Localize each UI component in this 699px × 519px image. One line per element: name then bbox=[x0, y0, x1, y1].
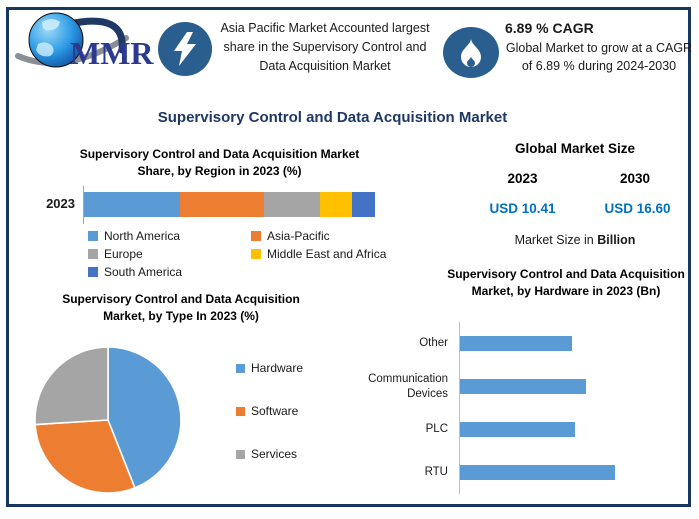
hardware-row-label: Other bbox=[419, 337, 448, 350]
legend-label: North America bbox=[104, 229, 181, 243]
legend-label: Middle East and Africa bbox=[267, 247, 387, 261]
hardware-row-other bbox=[340, 322, 692, 365]
globe-icon bbox=[14, 10, 154, 74]
hardware-row-plc bbox=[340, 408, 692, 451]
cagr-title: 6.89 % CAGR bbox=[505, 20, 594, 36]
mmr-logo bbox=[14, 10, 154, 74]
type-chart-title: Supervisory Control and Data Acquisition Market, by Type In 2023 (%) bbox=[62, 292, 300, 324]
legend-item-software bbox=[236, 404, 303, 418]
hardware-row-bar bbox=[460, 379, 586, 394]
bar-segment-europe bbox=[264, 192, 319, 217]
legend-swatch bbox=[251, 249, 261, 259]
logo-text: MMR bbox=[70, 35, 154, 71]
region-chart-title: Supervisory Control and Data Acquisition Market Share, by Region in 2023 (%) bbox=[79, 147, 360, 179]
legend-item-middle-east-and-africa bbox=[251, 247, 386, 261]
legend-swatch bbox=[88, 267, 98, 277]
legend-swatch bbox=[236, 450, 245, 459]
market-size-note-prefix: Market Size in bbox=[514, 233, 598, 247]
market-size-note-unit: Billion bbox=[597, 233, 636, 247]
legend-item-services bbox=[236, 447, 303, 461]
hardware-row-bar bbox=[460, 336, 572, 351]
market-size-year-2023: 2023 bbox=[507, 171, 538, 186]
cagr-block bbox=[505, 20, 693, 75]
type-pie-svg bbox=[32, 344, 184, 496]
header-highlight: Asia Pacific Market Accounted largest share in the Supervisory Control and Data Acquisition Market bbox=[220, 21, 430, 73]
market-size-value-2030: USD 16.60 bbox=[604, 201, 671, 216]
legend-swatch bbox=[251, 231, 261, 241]
hardware-row-communication-devices bbox=[340, 365, 692, 408]
flame-badge bbox=[443, 27, 499, 78]
legend-item-south-america bbox=[88, 265, 251, 279]
hardware-row-label: RTU bbox=[424, 466, 448, 479]
region-category-label: 2023 bbox=[46, 196, 75, 211]
hardware-row-track bbox=[459, 322, 692, 365]
legend-label: Services bbox=[251, 447, 298, 461]
legend-swatch bbox=[88, 249, 98, 259]
hardware-row-bar bbox=[460, 422, 575, 437]
pie-slice-services bbox=[35, 347, 108, 425]
flame-icon bbox=[459, 37, 483, 69]
legend-swatch bbox=[236, 407, 245, 416]
page-title: Supervisory Control and Data Acquisition Market bbox=[157, 109, 508, 126]
hardware-chart-title: Supervisory Control and Data Acquisition Market, by Hardware in 2023 (Bn) bbox=[447, 267, 685, 299]
lightning-badge bbox=[158, 22, 212, 76]
legend-label: Europe bbox=[104, 247, 143, 261]
legend-swatch bbox=[88, 231, 98, 241]
hardware-row-track bbox=[459, 365, 692, 408]
legend-item-hardware bbox=[236, 361, 303, 375]
lightning-icon bbox=[171, 32, 199, 66]
legend-swatch bbox=[236, 364, 245, 373]
region-legend bbox=[88, 229, 386, 279]
legend-label: Software bbox=[251, 404, 299, 418]
market-size-year-2030: 2030 bbox=[619, 171, 651, 186]
region-stacked-bar bbox=[84, 192, 375, 217]
hardware-row-label: Communication Devices bbox=[368, 372, 448, 400]
legend-label: Asia-Pacific bbox=[267, 229, 330, 243]
bar-segment-north-america bbox=[84, 192, 180, 217]
legend-label: South America bbox=[104, 265, 183, 279]
hardware-row-track bbox=[459, 451, 692, 494]
legend-item-europe bbox=[88, 247, 251, 261]
market-size-note bbox=[455, 233, 695, 247]
market-size-title: Global Market Size bbox=[514, 141, 636, 156]
bar-segment-middle-east-and-africa bbox=[320, 192, 352, 217]
hardware-row-bar bbox=[460, 465, 615, 480]
hardware-row-track bbox=[459, 408, 692, 451]
hardware-row-rtu bbox=[340, 451, 692, 494]
legend-label: Hardware bbox=[251, 361, 304, 375]
legend-item-asia-pacific bbox=[251, 229, 386, 243]
cagr-text: Global Market to grow at a CAGR of 6.89 % during 2024-2030 bbox=[505, 41, 693, 74]
hardware-row-label: PLC bbox=[425, 423, 448, 436]
legend-item-north-america bbox=[88, 229, 251, 243]
bar-segment-asia-pacific bbox=[180, 192, 264, 217]
type-legend bbox=[236, 361, 303, 461]
hardware-bars bbox=[340, 322, 692, 494]
bar-segment-south-america bbox=[352, 192, 375, 217]
market-size-value-2023: USD 10.41 bbox=[489, 201, 556, 216]
